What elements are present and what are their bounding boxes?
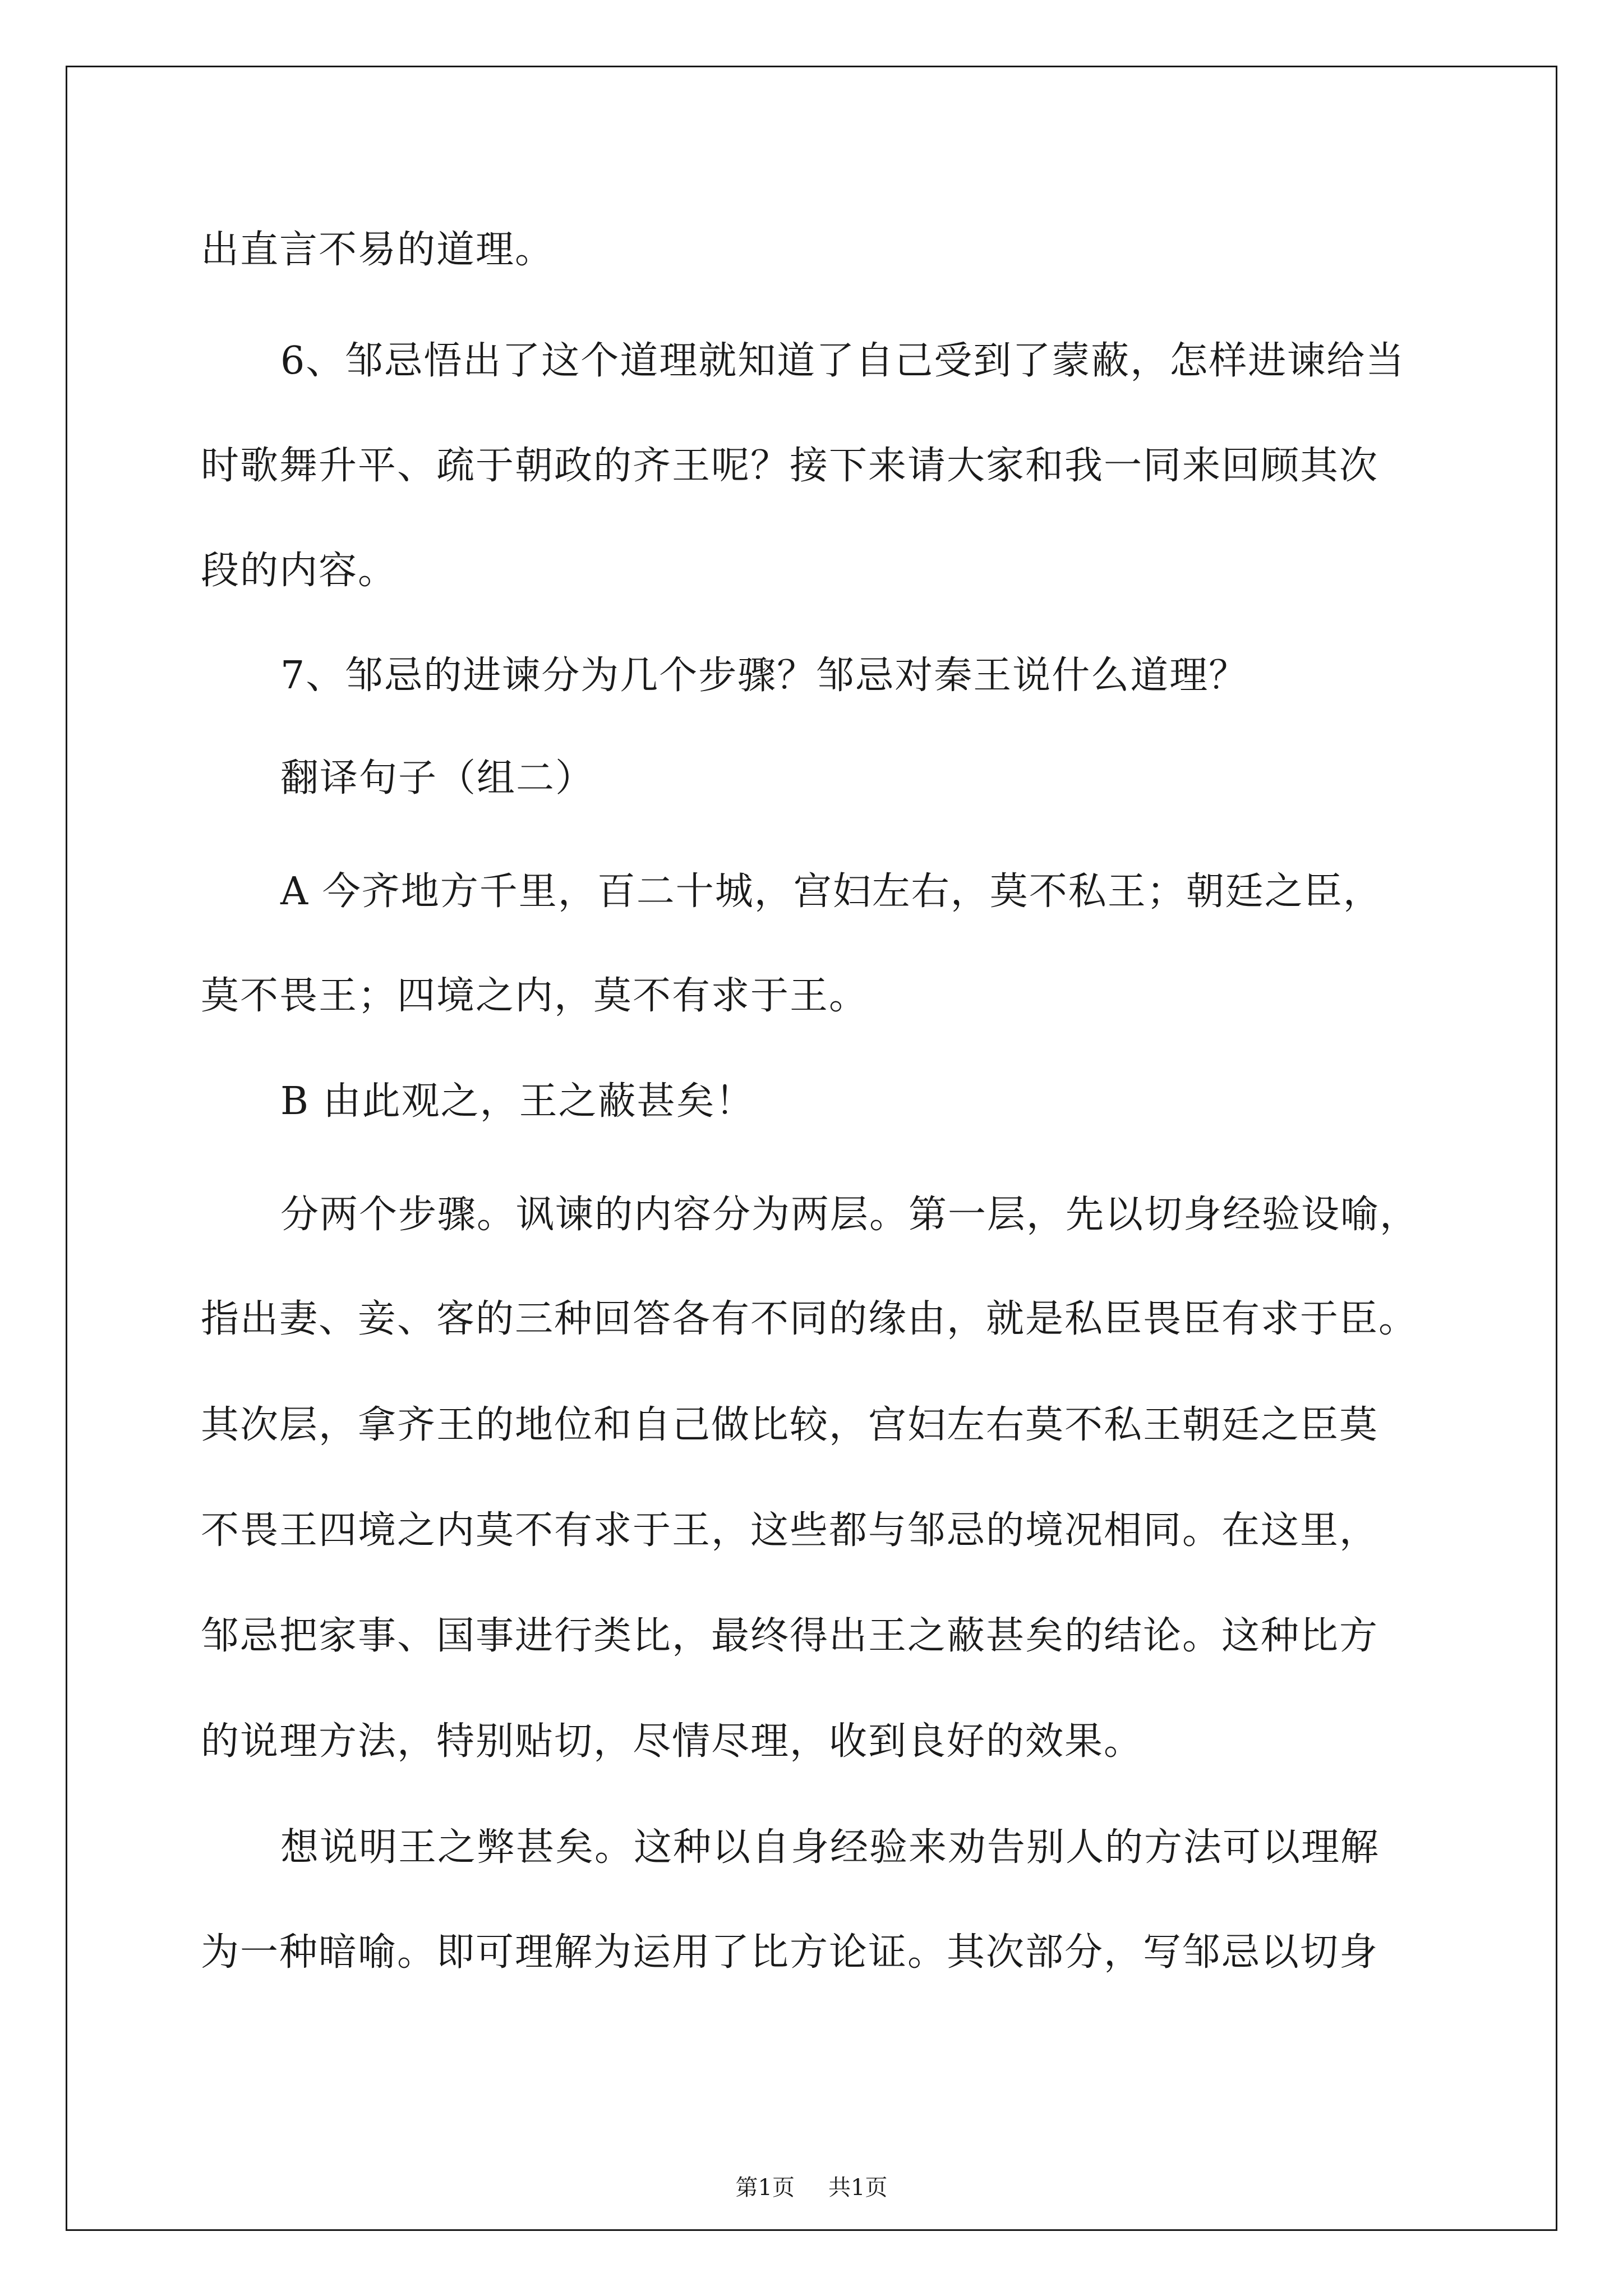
text-line: 6、邹忌悟出了这个道理就知道了自己受到了蒙蔽，怎样进谏给当 xyxy=(280,339,1405,383)
text-line: 莫不畏王；四境之内，莫不有求于王。 xyxy=(201,974,869,1018)
page-total: 共1页 xyxy=(828,2175,888,2201)
text-line: 邹忌把家事、国事进行类比，最终得出王之蔽甚矣的结论。这种比方 xyxy=(201,1614,1379,1658)
page-number: 第1页 xyxy=(735,2175,795,2201)
text-line: B 由此观之，王之蔽甚矣！ xyxy=(280,1079,755,1124)
text-line: 时歌舞升平、疏于朝政的齐王呢？接下来请大家和我一同来回顾其次 xyxy=(201,444,1379,488)
text-line: 不畏王四境之内莫不有求于王，这些都与邹忌的境况相同。在这里， xyxy=(201,1508,1379,1553)
text-line: 段的内容。 xyxy=(201,549,398,593)
text-line: 7、邹忌的进谏分为几个步骤？邹忌对秦王说什么道理？ xyxy=(280,654,1248,698)
text-line: 为一种暗喻。即可理解为运用了比方论证。其次部分，写邹忌以切身 xyxy=(201,1930,1379,1975)
text-line: 其次层，拿齐王的地位和自己做比较，宫妇左右莫不私王朝廷之臣莫 xyxy=(201,1403,1379,1447)
page-footer xyxy=(0,2171,1623,2205)
text-line: 出直言不易的道理。 xyxy=(201,228,555,272)
text-line: 翻译句子（组二） xyxy=(280,756,595,800)
text-line: 指出妻、妾、客的三种回答各有不同的缘由，就是私臣畏臣有求于臣。 xyxy=(201,1297,1418,1341)
text-line: 想说明王之弊甚矣。这种以自身经验来劝告别人的方法可以理解 xyxy=(280,1825,1380,1870)
text-line: A 今齐地方千里，百二十城，宫妇左右，莫不私王；朝廷之臣， xyxy=(280,869,1382,914)
text-line: 的说理方法，特别贴切，尽情尽理，收到良好的效果。 xyxy=(201,1719,1144,1764)
page-border xyxy=(66,66,1557,2231)
text-line: 分两个步骤。讽谏的内容分为两层。第一层，先以切身经验设喻， xyxy=(280,1193,1419,1237)
